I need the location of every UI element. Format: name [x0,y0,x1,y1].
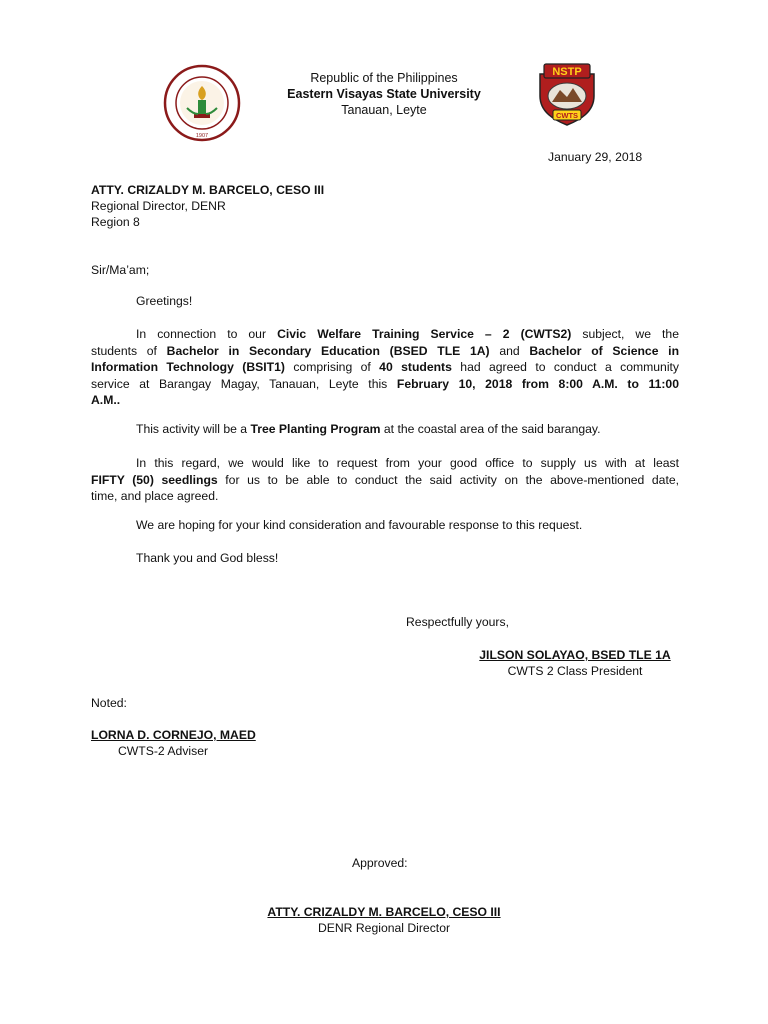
body-paragraph-1 [91,326,679,409]
signatory-name: JILSON SOLAYAO, BSED TLE 1A [479,648,671,662]
logo-bottom-text: CWTS [555,111,579,120]
noted-name: LORNA D. CORNEJO, MAED [91,728,256,742]
country-name: Republic of the Philippines [310,71,458,85]
evsu-seal-icon [163,64,241,142]
approved-name: ATTY. CRIZALDY M. BARCELO, CESO III [267,905,501,919]
noted-label: Noted: [91,696,127,710]
recipient-block [91,182,324,230]
p3-line-3: time, and place agreed. [91,489,219,503]
p1-line-1: In connection to our Civic Welfare Training Service – 2 (CWTS2) subject, we the [136,327,679,341]
p1-line-3: Information Technology (BSIT1) comprising of 40 students had agreed to conduct a community [91,360,680,374]
noted-block [91,727,256,759]
signatory-block [440,647,710,679]
body-paragraph-3 [91,455,679,505]
approved-label: Approved: [352,856,408,870]
signatory-title: CWTS 2 Class President [507,664,643,678]
closing: Respectfully yours, [406,615,509,629]
p3-line-1: In this regard, we would like to request from your good office to supply us with at least [136,456,679,470]
noted-title: CWTS-2 Adviser [118,744,209,758]
university-location: Tanauan, Leyte [341,103,427,117]
logo-top-text: NSTP [552,66,582,78]
university-seal [163,64,241,142]
p1-line-5: A.M.. [91,393,121,407]
p3-line-2: FIFTY (50) seedlings for us to be able to conduct the said activity on the above-mentioned date, [91,472,679,487]
body-paragraph-2: This activity will be a Tree Planting Program at the coastal area of the said barangay. [136,422,601,436]
recipient-region: Region 8 [91,215,140,229]
body-paragraph-5: Thank you and God bless! [136,551,279,565]
body-paragraph-4: We are hoping for your kind consideration and favourable response to this request. [136,518,583,532]
greeting: Greetings! [136,294,193,308]
seal-year: 1907 [195,133,209,139]
p1-line-2: students of Bachelor in Secondary Education (BSED TLE 1A) and Bachelor of Science in [91,343,680,358]
recipient-title: Regional Director, DENR [91,199,226,213]
approved-block [234,904,534,936]
nstp-cwts-logo-icon [536,62,598,126]
approved-title: DENR Regional Director [317,921,451,935]
recipient-name: ATTY. CRIZALDY M. BARCELO, CESO III [91,183,325,197]
salutation: Sir/Ma’am; [91,263,150,277]
letterhead [234,70,534,118]
letter-date: January 29, 2018 [548,150,643,164]
university-name: Eastern Visayas State University [287,87,481,101]
p1-line-4: service at Barangay Magay, Tanauan, Leyte this February 10, 2018 from 8:00 A.M. to 11:00 [91,376,679,391]
nstp-logo [536,62,598,126]
